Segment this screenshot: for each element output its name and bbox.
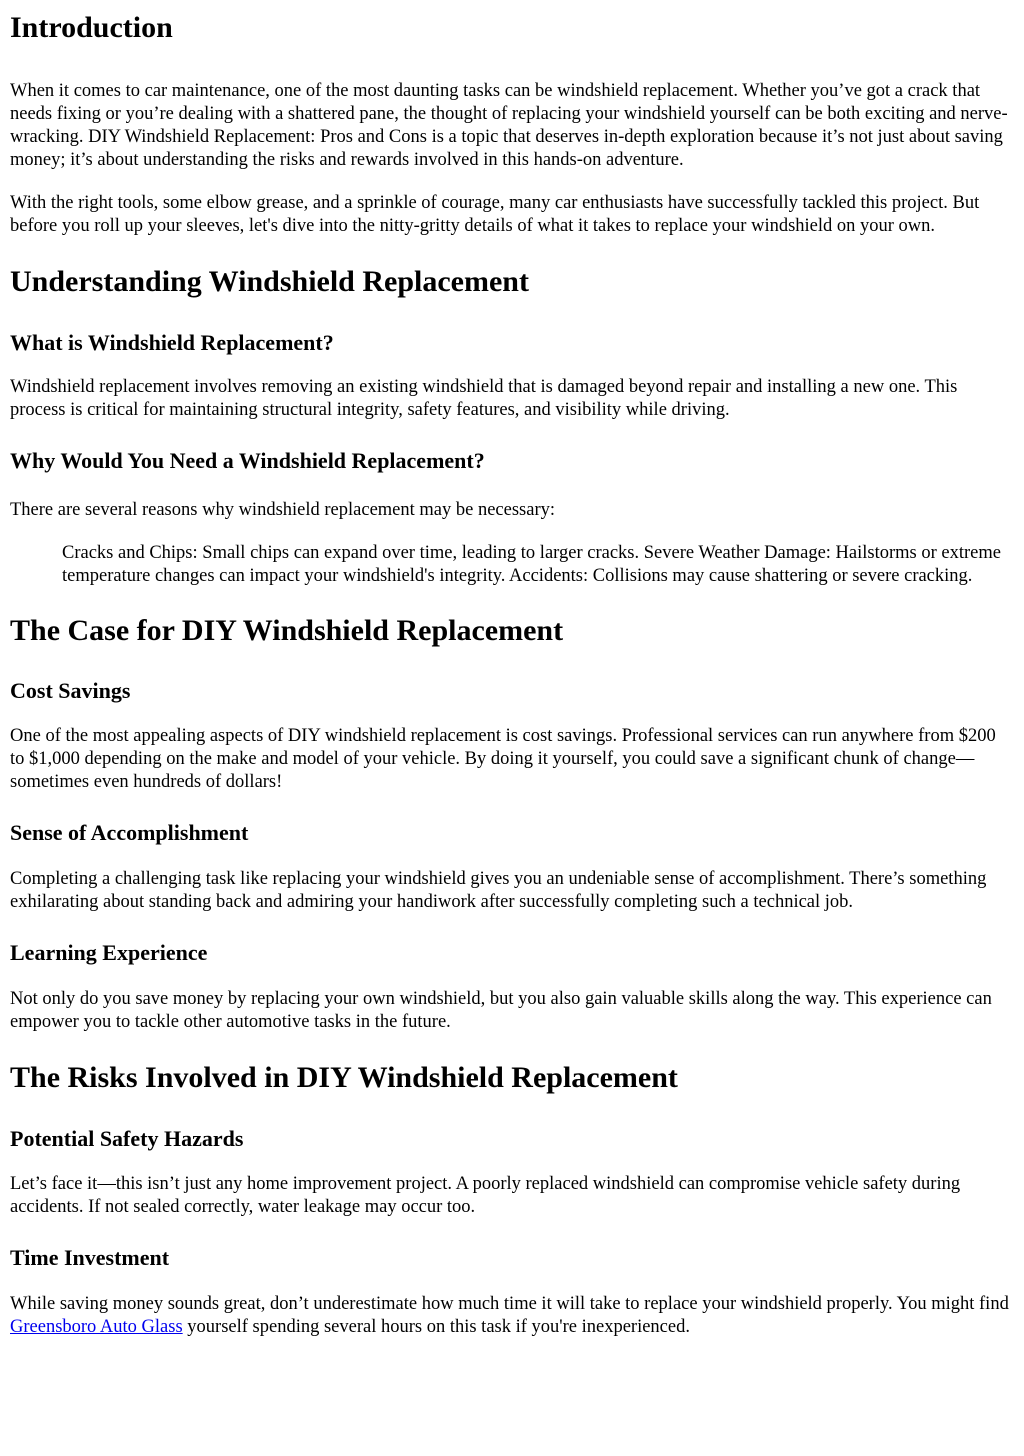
reasons-list: Cracks and Chips: Small chips can expand over time, leading to larger cracks. Severe Weather Damage: Hailstorms or extreme temperature changes can impact your windshield's integrity. Accidents: Collisions may cause shattering or severe cracking. [62,543,1001,586]
subheading-what-is: What is Windshield Replacement? [10,330,334,355]
safety-hazards-paragraph: Let’s face it—this isn’t just any home improvement project. A poorly replaced windshield can compromise vehicle safety during accidents. If not sealed correctly, water leakage may occur too. [10,1174,961,1217]
subheading-why-need: Why Would You Need a Windshield Replacement? [10,448,485,473]
subheading-accomplishment: Sense of Accomplishment [10,820,249,845]
article [0,10,1024,1339]
subheading-safety-hazards: Potential Safety Hazards [10,1126,244,1151]
heading-case-for-diy: The Case for DIY Windshield Replacement [10,614,564,647]
what-is-paragraph: Windshield replacement involves removing an existing windshield that is damaged beyond repair and installing a new one. This process is critical for maintaining structural integrity, safety features, and visibility while driving. [10,377,958,420]
heading-understanding: Understanding Windshield Replacement [10,265,529,298]
heading-risks: The Risks Involved in DIY Windshield Replacement [10,1061,678,1094]
why-need-paragraph: There are several reasons why windshield replacement may be necessary: [10,500,556,520]
intro-paragraph-1: When it comes to car maintenance, one of the most daunting tasks can be windshield replacement. Whether you’ve got a crack that needs fixing or you’re dealing with a shattered pane, the thought of replacing your windshield yourself can be both exciting and nerve-wracking. DIY Windshield Replacement: Pros and Cons is a topic that deserves in-depth exploration because it’s not just about saving money; it’s about understanding the risks and rewards involved in this hands-on adventure. [10,81,1008,170]
subheading-cost-savings: Cost Savings [10,678,131,703]
subheading-learning: Learning Experience [10,940,208,965]
time-text-before: While saving money sounds great, don’t underestimate how much time it will take to replace your windshield properly. You might find [10,1294,1009,1314]
accomplishment-paragraph: Completing a challenging task like replacing your windshield gives you an undeniable sense of accomplishment. There’s something exhilarating about standing back and admiring your handiwork after successfully completing such a technical job. [10,869,987,912]
cost-savings-paragraph: One of the most appealing aspects of DIY windshield replacement is cost savings. Professional services can run anywhere from $200 to $1,000 depending on the make and model of your vehicle. By doing it yourself, you could save a significant chunk of change—sometimes even hundreds of dollars! [10,726,996,792]
greensboro-auto-glass-link[interactable]: Greensboro Auto Glass [10,1317,183,1337]
time-investment-paragraph [10,1293,1014,1339]
heading-introduction: Introduction [10,11,173,44]
time-text-after: yourself spending several hours on this task if you're inexperienced. [182,1317,690,1337]
learning-paragraph: Not only do you save money by replacing your own windshield, but you also gain valuable skills along the way. This experience can empower you to tackle other automotive tasks in the future. [10,989,992,1032]
intro-paragraph-2: With the right tools, some elbow grease, and a sprinkle of courage, many car enthusiasts have successfully tackled this project. But before you roll up your sleeves, let's dive into the nitty-gritty details of what it takes to replace your windshield on your own. [10,193,980,236]
subheading-time-investment: Time Investment [10,1245,170,1270]
